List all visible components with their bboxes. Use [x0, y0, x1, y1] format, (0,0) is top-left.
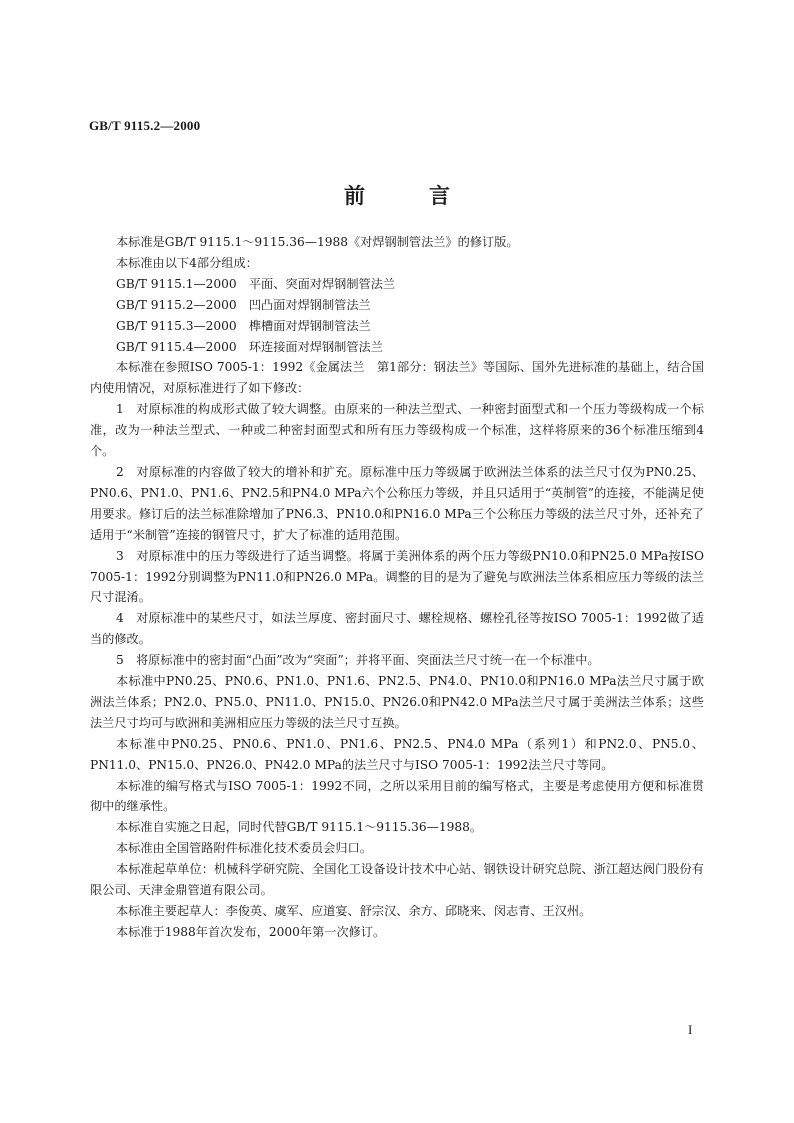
- paragraph: 本标准由以下4部分组成：: [116, 255, 258, 270]
- foreword-body: [90, 232, 704, 943]
- modification-item: 1 对原标准的构成形式做了较大调整。由原来的一种法兰型式、一种密封面型式和一个压力等级构成一个标准，改为一种法兰型式、一种或二种密封面型式和所有压力等级构成一个标准，这样将原来的36个标准压缩到4个。: [90, 402, 704, 459]
- modification-item: 5 将原标准中的密封面“凸面”改为“突面”；并将平面、突面法兰尺寸统一在一个标准中。: [116, 653, 600, 668]
- paragraph: 本标准的编写格式与ISO 7005-1：1992不同，之所以采用目前的编写格式，主要是考虑使用方便和标准贯彻中的继承性。: [90, 778, 704, 814]
- paragraph: 本标准在参照ISO 7005-1：1992《金属法兰 第1部分：钢法兰》等国际、国外先进标准的基础上，结合国内使用情况，对原标准进行了如下修改：: [90, 360, 704, 396]
- standard-part-item: GB/T 9115.4—2000 环连接面对焊钢制管法兰: [116, 339, 383, 354]
- standard-part-item: GB/T 9115.3—2000 榫槽面对焊钢制管法兰: [116, 318, 371, 333]
- paragraph: 本标准起草单位：机械科学研究院、全国化工设备设计技术中心站、钢铁设计研究总院、浙江超达阀门股份有限公司、天津金鼎管道有限公司。: [90, 862, 704, 898]
- paragraph: 本标准由全国管路附件标准化技术委员会归口。: [116, 841, 372, 856]
- page-title: 前言: [344, 184, 514, 208]
- paragraph: 本标准中PN0.25、PN0.6、PN1.0、PN1.6、PN2.5、PN4.0、PN10.0和PN16.0 MPa法兰尺寸属于欧洲法兰体系；PN2.0、PN5.0、PN11.0、PN15.0、PN26.0和PN42.0 MPa法兰尺寸属于美洲法兰体系；这些法兰尺寸均可与欧洲和美洲相应压力等级的法兰尺寸互换。: [90, 674, 704, 730]
- paragraph: 本标准是GB/T 9115.1～9115.36—1988《对焊钢制管法兰》的修订版。: [116, 235, 519, 249]
- paragraph: 本标准中PN0.25、PN0.6、PN1.0、PN1.6、PN2.5、PN4.0 MPa（系列1）和PN2.0、PN5.0、PN11.0、PN15.0、PN26.0、PN42.0 MPa的法兰尺寸与ISO 7005-1：1992法兰尺寸等同。: [90, 736, 704, 772]
- modification-item: 2 对原标准的内容做了较大的增补和扩充。原标准中压力等级属于欧洲法兰体系的法兰尺寸仅为PN0.25、PN0.6、PN1.0、PN1.6、PN2.5和PN4.0 MPa六个公称压力等级，并且只适用于“英制管”的连接，不能满足使用要求。修订后的法兰标准除增加了PN6.3、PN10.0和PN16.0 MPa三个公称压力等级的法兰尺寸外，还补充了适用于“米制管”连接的钢管尺寸，扩大了标准的适用范围。: [90, 464, 704, 542]
- modification-item: 3 对原标准中的压力等级进行了适当调整。将属于美洲体系的两个压力等级PN10.0和PN25.0 MPa按ISO 7005-1：1992分别调整为PN11.0和PN26.0 MPa。调整的目的是为了避免与欧洲法兰体系相应压力等级的法兰尺寸混淆。: [90, 548, 704, 605]
- standard-code: GB/T 9115.2—2000: [89, 118, 201, 133]
- page-number: I: [688, 1022, 693, 1037]
- paragraph: 本标准主要起草人：李俊英、虞军、应道宴、舒宗汉、余方、邱晓来、闵志青、王汉州。: [116, 904, 592, 918]
- paragraph: 本标准于1988年首次发布，2000年第一次修订。: [116, 924, 386, 939]
- modification-item: 4 对原标准中的某些尺寸，如法兰厚度、密封面尺寸、螺栓规格、螺栓孔径等按ISO 7005-1：1992做了适当的修改。: [90, 611, 704, 647]
- standard-part-item: GB/T 9115.2—2000 凹凸面对焊钢制管法兰: [116, 297, 371, 312]
- standard-part-item: GB/T 9115.1—2000 平面、突面对焊钢制管法兰: [116, 276, 396, 291]
- paragraph: 本标准自实施之日起，同时代替GB/T 9115.1～9115.36—1988。: [116, 820, 483, 835]
